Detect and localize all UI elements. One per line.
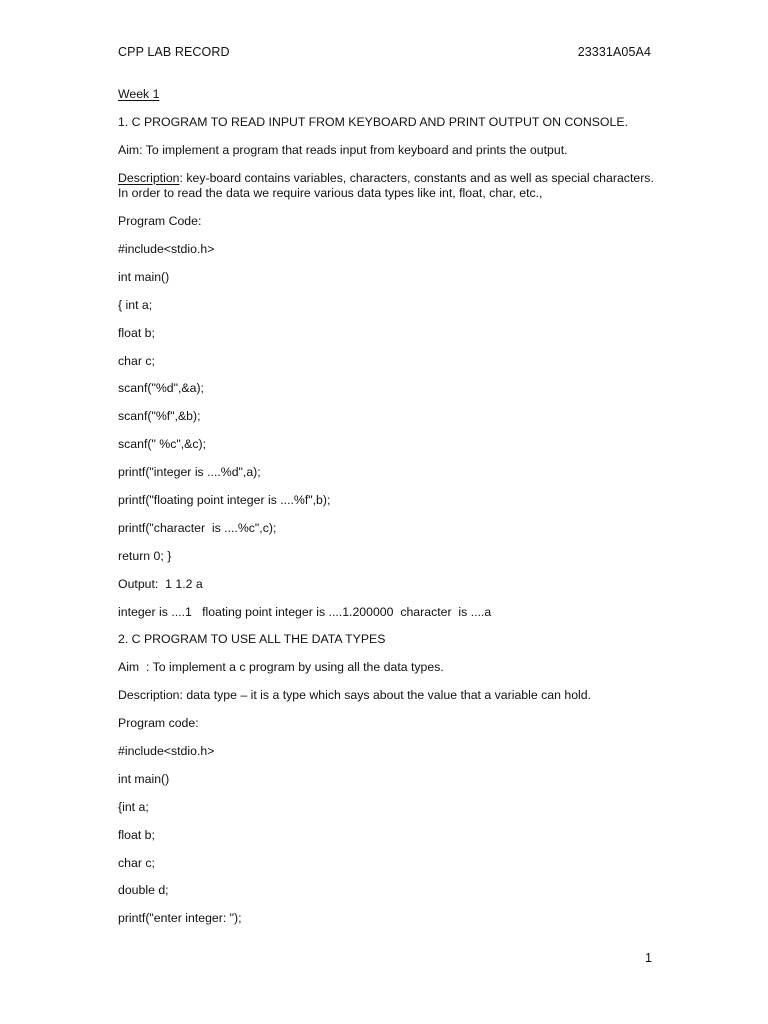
code-line: float b;: [118, 325, 155, 340]
code-line: printf("integer is ....%d",a);: [118, 465, 261, 480]
program1-description: [118, 170, 658, 202]
code-line: float b;: [118, 827, 155, 842]
code-line: printf("enter integer: ");: [118, 911, 242, 926]
program1-heading: 1. C PROGRAM TO READ INPUT FROM KEYBOARD AND PRINT OUTPUT ON CONSOLE.: [118, 114, 628, 129]
document-body: [118, 87, 658, 939]
code-line: double d;: [118, 883, 169, 898]
code-line: int main(): [118, 771, 170, 786]
program2-code-label: Program code:: [118, 716, 199, 731]
code-line: return 0; }: [118, 548, 172, 563]
code-line: printf("character is ....%c",c);: [118, 520, 277, 535]
code-line: char c;: [118, 855, 155, 870]
code-line: scanf("%f",&b);: [118, 409, 201, 424]
program1-aim: Aim: To implement a program that reads input from keyboard and prints the output.: [118, 142, 568, 157]
code-line: { int a;: [118, 297, 153, 312]
description-label: Description: [118, 170, 180, 185]
code-line: char c;: [118, 353, 155, 368]
program1-output-result: integer is ....1 floating point integer is ....1.200000 character is ....a: [118, 604, 492, 619]
header-roll-number: 23331A05A4: [577, 45, 651, 59]
program1-code-label: Program Code:: [118, 214, 202, 229]
code-line: #include<stdio.h>: [118, 743, 215, 758]
code-line: scanf(" %c",&c);: [118, 437, 206, 452]
code-line: printf("floating point integer is ....%f",b);: [118, 492, 331, 507]
program2-description: Description: data type – it is a type which says about the value that a variable can hold.: [118, 688, 592, 703]
week-heading: Week 1: [118, 87, 160, 101]
header-title: CPP LAB RECORD: [118, 45, 230, 59]
code-line: #include<stdio.h>: [118, 241, 215, 256]
program2-heading: 2. C PROGRAM TO USE ALL THE DATA TYPES: [118, 632, 386, 647]
page-number: 1: [645, 951, 652, 965]
program1-output-input: Output: 1 1.2 a: [118, 576, 203, 591]
description-text: : key-board contains variables, characters, constants and as well as special characters. In order to read the data we require various data types like int, float, char, etc.,: [118, 170, 658, 201]
program2-aim: Aim : To implement a c program by using all the data types.: [118, 660, 444, 675]
code-line: int main(): [118, 269, 170, 284]
code-line: scanf("%d",&a);: [118, 381, 204, 396]
code-line: {int a;: [118, 799, 149, 814]
